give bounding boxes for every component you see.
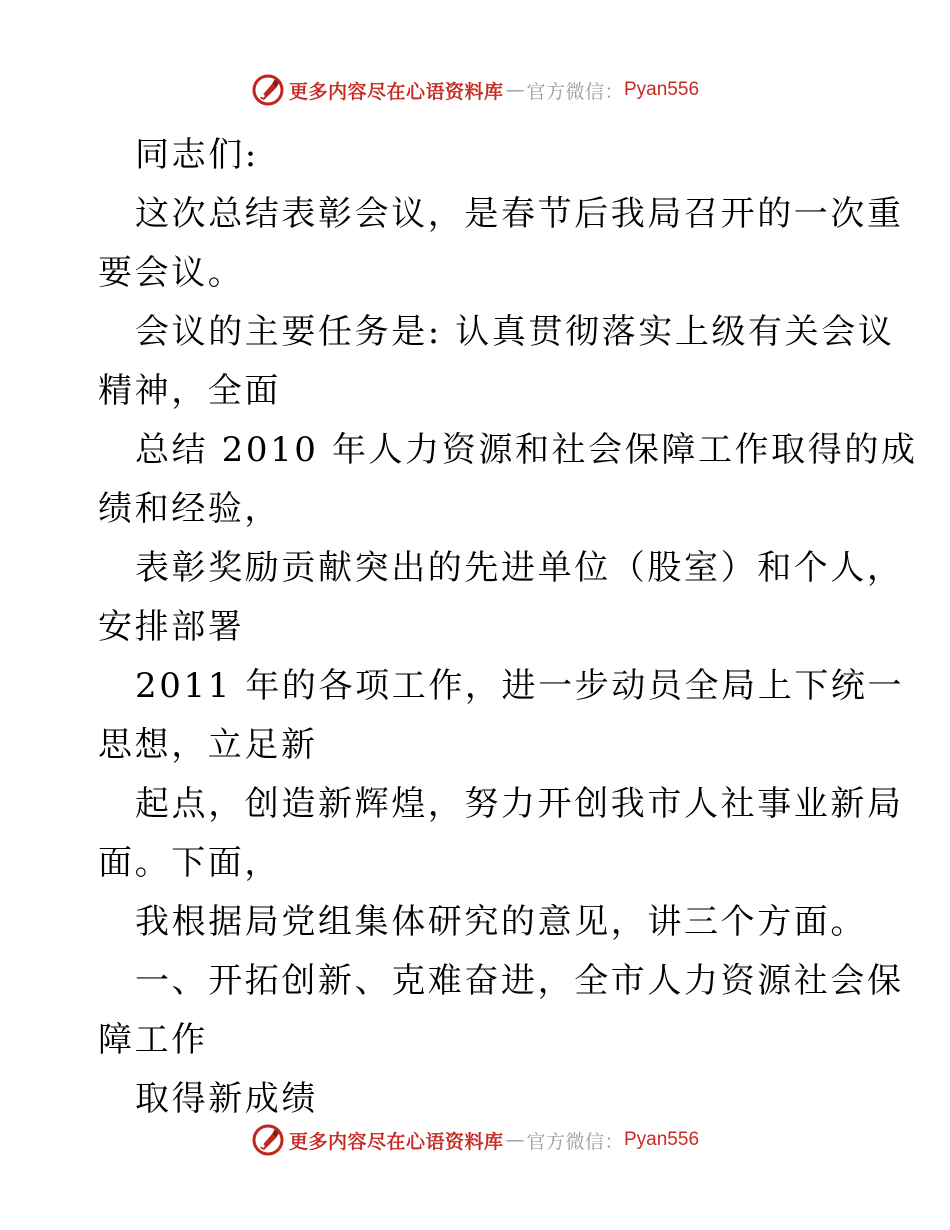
watermark-text: 更多内容尽在心语资料库 [288,80,504,103]
footer-watermark-banner [0,1122,950,1158]
watermark-contact-label: 官方微信： [526,80,624,103]
body-line: 思想，立足新 [98,725,318,765]
body-line: 2011 年的各项工作，进一步动员全局上下统一 [135,666,905,706]
pen-circle-logo-icon [251,1123,285,1157]
body-line: 会议的主要任务是: 认真贯彻落实上级有关会议 [135,312,895,352]
section-heading-line: 障工作 [98,1020,208,1060]
body-line: 面。下面， [98,843,281,883]
body-line: 这次总结表彰会议，是春节后我局召开的一次重 [135,194,904,234]
pen-circle-logo-icon [251,73,285,107]
document-body [98,126,918,1129]
watermark-separator: — [505,1129,525,1151]
body-line: 起点，创造新辉煌，努力开创我市人社事业新局 [135,784,904,824]
body-line: 总结 2010 年人力资源和社会保障工作取得的成 [135,430,918,470]
header-watermark-banner [0,72,950,108]
watermark-separator: — [505,79,525,101]
body-line: 我根据局党组集体研究的意见，讲三个方面。 [135,902,867,942]
watermark-contact-id: Pyan556 [624,1129,700,1150]
watermark-text: 更多内容尽在心语资料库 [288,1130,504,1153]
body-line: 要会议。 [98,253,245,293]
watermark-contact-label: 官方微信： [526,1130,624,1153]
body-line: 安排部署 [98,607,245,647]
body-line-salutation: 同志们: [135,135,259,175]
body-line: 精神，全面 [98,371,281,411]
section-heading-line: 取得新成绩 [135,1079,318,1119]
body-line: 表彰奖励贡献突出的先进单位（股室）和个人， [135,548,904,588]
watermark-contact-id: Pyan556 [624,79,700,100]
section-heading-line: 一、开拓创新、克难奋进，全市人力资源社会保 [135,961,904,1001]
body-line: 绩和经验， [98,489,281,529]
